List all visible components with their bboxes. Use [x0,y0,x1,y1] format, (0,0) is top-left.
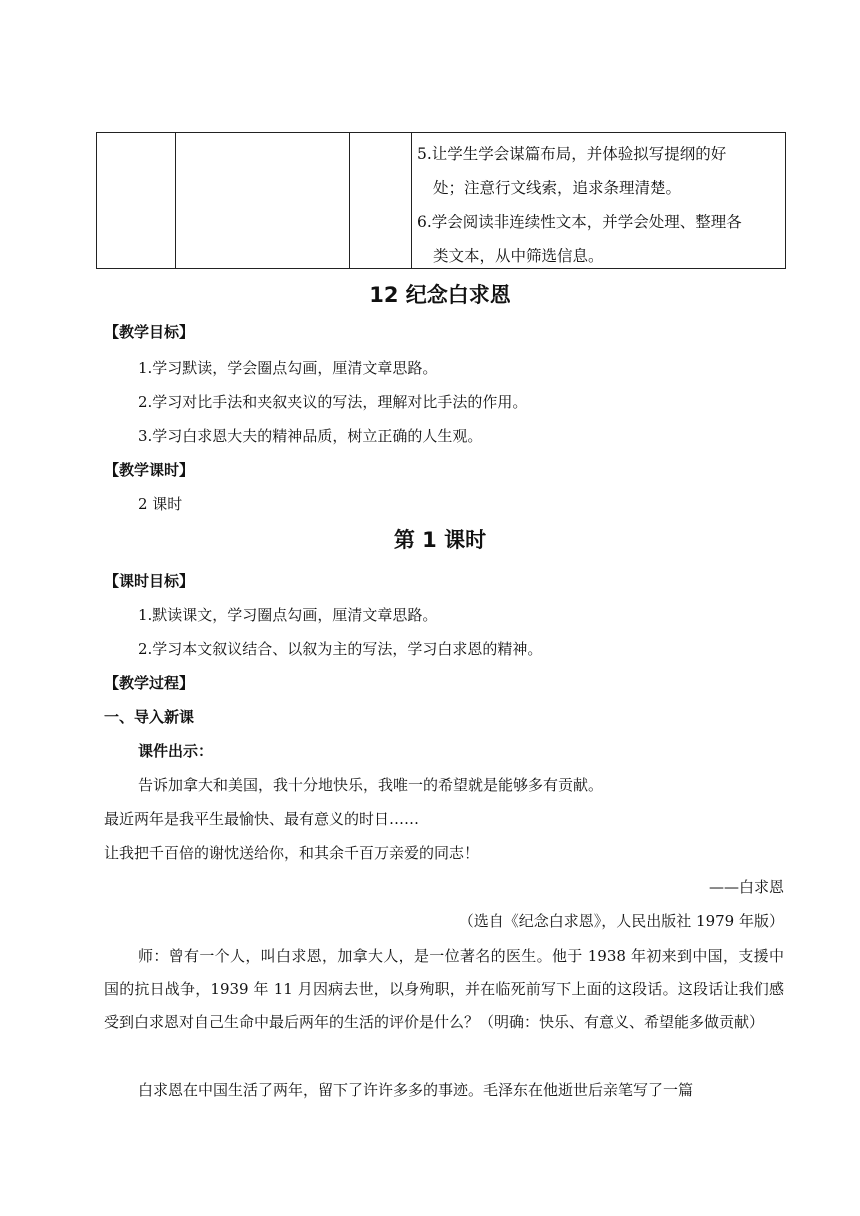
period-goal-item: 1.默读课文，学习圈点勾画，厘清文章思路。 [138,606,438,624]
lesson-title: 12 纪念白求恩 [369,283,511,307]
paragraph: 师：曾有一个人，叫白求恩，加拿大人，是一位著名的医生。他于 1938 年初来到中国，支援中国的抗日战争，1939 年 11 月因病去世，以身殉职，并在临死前写下上面的这段话。这段话让我们感受到白求恩对自己生命中最后两年的生活的评价是什么？（明确：快乐、有意义、希望能多做贡献） [104,947,784,1031]
hours-heading: 【教学课时】 [104,461,195,479]
table-divider [175,133,176,268]
paragraph: 白求恩在中国生活了两年，留下了许许多多的事迹。毛泽东在他逝世后亲笔写了一篇 [138,1081,694,1099]
quote-source: （选自《纪念白求恩》，人民出版社 1979 年版） [458,912,784,930]
courseware-label: 课件出示： [138,742,214,760]
table-item-text: 6.学会阅读非连续性文本，并学会处理、整理各 [417,213,742,231]
table-item-continuation: 类文本，从中筛选信息。 [433,247,604,265]
hours-value: 2 课时 [138,495,183,513]
table-item [417,137,779,205]
section-heading: 一、导入新课 [104,708,195,726]
goal-item: 1.学习默读，学会圈点勾画，厘清文章思路。 [138,359,438,377]
table-item [417,205,779,273]
table-item-text: 5.让学生学会谋篇布局，并体验拟写提纲的好 [417,145,727,163]
table-cell-objectives [412,133,785,273]
quote-line: 让我把千百倍的谢忱送给你，和其余千百万亲爱的同志！ [104,844,480,862]
period-goals-heading: 【课时目标】 [104,572,195,590]
quote-line: 最近两年是我平生最愉快、最有意义的时日…… [104,810,420,828]
goal-item: 3.学习白求恩大夫的精神品质，树立正确的人生观。 [138,427,483,445]
table-divider [349,133,350,268]
table-item-continuation: 处；注意行文线索，追求条理清楚。 [433,179,682,197]
period-goal-item: 2.学习本文叙议结合、以叙为主的写法，学习白求恩的精神。 [138,640,543,658]
quote-author: ——白求恩 [708,878,784,896]
process-heading: 【教学过程】 [104,674,195,692]
goal-item: 2.学习对比手法和夹叙夹议的写法，理解对比手法的作用。 [138,393,528,411]
objectives-table [96,132,786,269]
goals-heading: 【教学目标】 [104,323,195,341]
quote-line: 告诉加拿大和美国，我十分地快乐，我唯一的希望就是能够多有贡献。 [138,776,604,794]
period-title: 第 1 课时 [393,528,487,552]
